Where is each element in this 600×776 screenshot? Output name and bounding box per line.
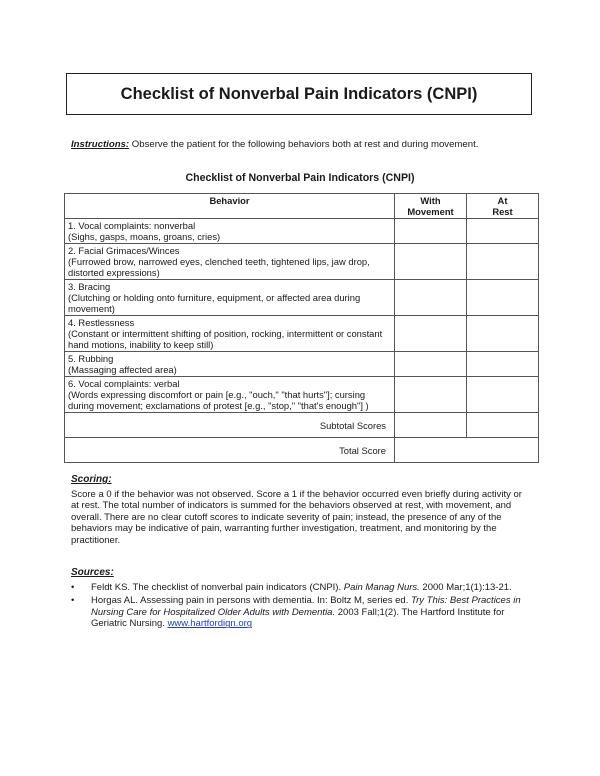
behavior-cell — [65, 244, 395, 280]
at-rest-score-cell[interactable] — [467, 352, 539, 377]
at-rest-score-cell[interactable] — [467, 219, 539, 244]
table-row — [65, 352, 539, 377]
behavior-cell — [65, 316, 395, 352]
behavior-description: (Furrowed brow, narrowed eyes, clenched teeth, tightened lips, jaw drop, distorted expressions) — [68, 256, 370, 278]
instructions-label: Instructions: — [71, 139, 130, 150]
total-label: Total Score — [65, 438, 395, 463]
source-text: Horgas AL. Assessing pain in persons with dementia. In: Boltz M, series ed. — [91, 595, 411, 607]
table-row — [65, 244, 539, 280]
subtotal-with-movement-cell[interactable] — [395, 413, 467, 438]
with-movement-score-cell[interactable] — [395, 316, 467, 352]
source-journal: Pain Manag Nurs. — [343, 581, 420, 593]
instructions-text: Observe the patient for the following behaviors both at rest and during movement. — [129, 139, 479, 150]
at-rest-score-cell[interactable] — [467, 280, 539, 316]
header-at-rest-line1: At — [497, 195, 508, 206]
source-item — [71, 582, 531, 594]
table-title: Checklist of Nonverbal Pain Indicators (CNPI) — [185, 172, 415, 184]
instructions — [71, 139, 478, 150]
with-movement-score-cell[interactable] — [395, 377, 467, 413]
header-with-movement-line1: With — [420, 195, 441, 206]
sources-section — [71, 567, 531, 632]
at-rest-score-cell[interactable] — [467, 244, 539, 280]
with-movement-score-cell[interactable] — [395, 280, 467, 316]
table-row — [65, 280, 539, 316]
with-movement-score-cell[interactable] — [395, 219, 467, 244]
subtotal-row — [65, 413, 539, 438]
scoring-section — [71, 474, 531, 547]
bullet-icon: • — [71, 581, 75, 593]
document-title-box — [66, 73, 532, 115]
total-row — [65, 438, 539, 463]
behavior-name: 6. Vocal complaints: verbal — [68, 378, 180, 389]
scoring-text: Score a 0 if the behavior was not observed. Score a 1 if the behavior occurred even briefly during activity or at rest. The total number of indicators is summed for the behaviors observed at rest, with movement, and overall. There are no clear cutoff scores to indicate severity of pain; instead, the presence of any of the behaviors may be indicative of pain, warranting further investigation, treatment, and monitoring by the practitioner. — [71, 488, 522, 546]
with-movement-score-cell[interactable] — [395, 352, 467, 377]
behavior-description: (Clutching or holding onto furniture, equipment, or affected area during movement) — [68, 292, 361, 314]
source-text: Feldt KS. The checklist of nonverbal pain indicators (CNPI). — [91, 581, 344, 593]
source-citation: 2003 Fall;1(2). The Hartford Institute for Geriatric Nursing. — [91, 606, 505, 630]
at-rest-score-cell[interactable] — [467, 377, 539, 413]
sources-heading: Sources: — [71, 567, 114, 578]
header-behavior: Behavior — [65, 194, 395, 219]
header-with-movement-line2: Movement — [407, 206, 454, 217]
with-movement-score-cell[interactable] — [395, 244, 467, 280]
behavior-cell — [65, 377, 395, 413]
header-at-rest-line2: Rest — [492, 206, 513, 217]
behavior-name: 2. Facial Grimaces/Winces — [68, 245, 180, 256]
behavior-description: (Words expressing discomfort or pain [e.g., "ouch," "that hurts"]; cursing during movement; exclamations of protest [e.g., "stop," "that's enough"] ) — [68, 389, 369, 411]
behavior-cell — [65, 352, 395, 377]
behavior-name: 4. Restlessness — [68, 317, 135, 328]
behavior-description: (Constant or intermittent shifting of position, rocking, intermittent or constant hand motions, inability to keep still) — [68, 328, 383, 350]
behavior-name: 5. Rubbing — [68, 353, 114, 364]
table-row — [65, 377, 539, 413]
header-at-rest — [467, 194, 539, 219]
source-item — [71, 595, 531, 630]
header-with-movement — [395, 194, 467, 219]
behavior-name: 1. Vocal complaints: nonverbal — [68, 220, 196, 231]
source-link[interactable]: www.hartfordign.org — [167, 618, 253, 630]
document-title: Checklist of Nonverbal Pain Indicators (CNPI) — [120, 84, 478, 103]
total-score-cell[interactable] — [395, 438, 539, 463]
table-row — [65, 316, 539, 352]
behavior-name: 3. Bracing — [68, 281, 111, 292]
subtotal-label: Subtotal Scores — [65, 413, 395, 438]
table-row — [65, 219, 539, 244]
bullet-icon: • — [71, 595, 75, 607]
behavior-cell — [65, 219, 395, 244]
behavior-cell — [65, 280, 395, 316]
scoring-heading: Scoring: — [71, 474, 112, 485]
cnpi-table — [64, 193, 539, 463]
table-header-row — [65, 194, 539, 219]
source-citation: 2000 Mar;1(1):13-21. — [419, 581, 512, 593]
source-book-title: Try This: Best Practices in Nursing Care for Hospitalized Older Adults with Dementia. — [91, 595, 521, 618]
behavior-description: (Massaging affected area) — [68, 364, 177, 375]
behavior-description: (Sighs, gasps, moans, groans, cries) — [68, 231, 221, 242]
subtotal-at-rest-cell[interactable] — [467, 413, 539, 438]
at-rest-score-cell[interactable] — [467, 316, 539, 352]
